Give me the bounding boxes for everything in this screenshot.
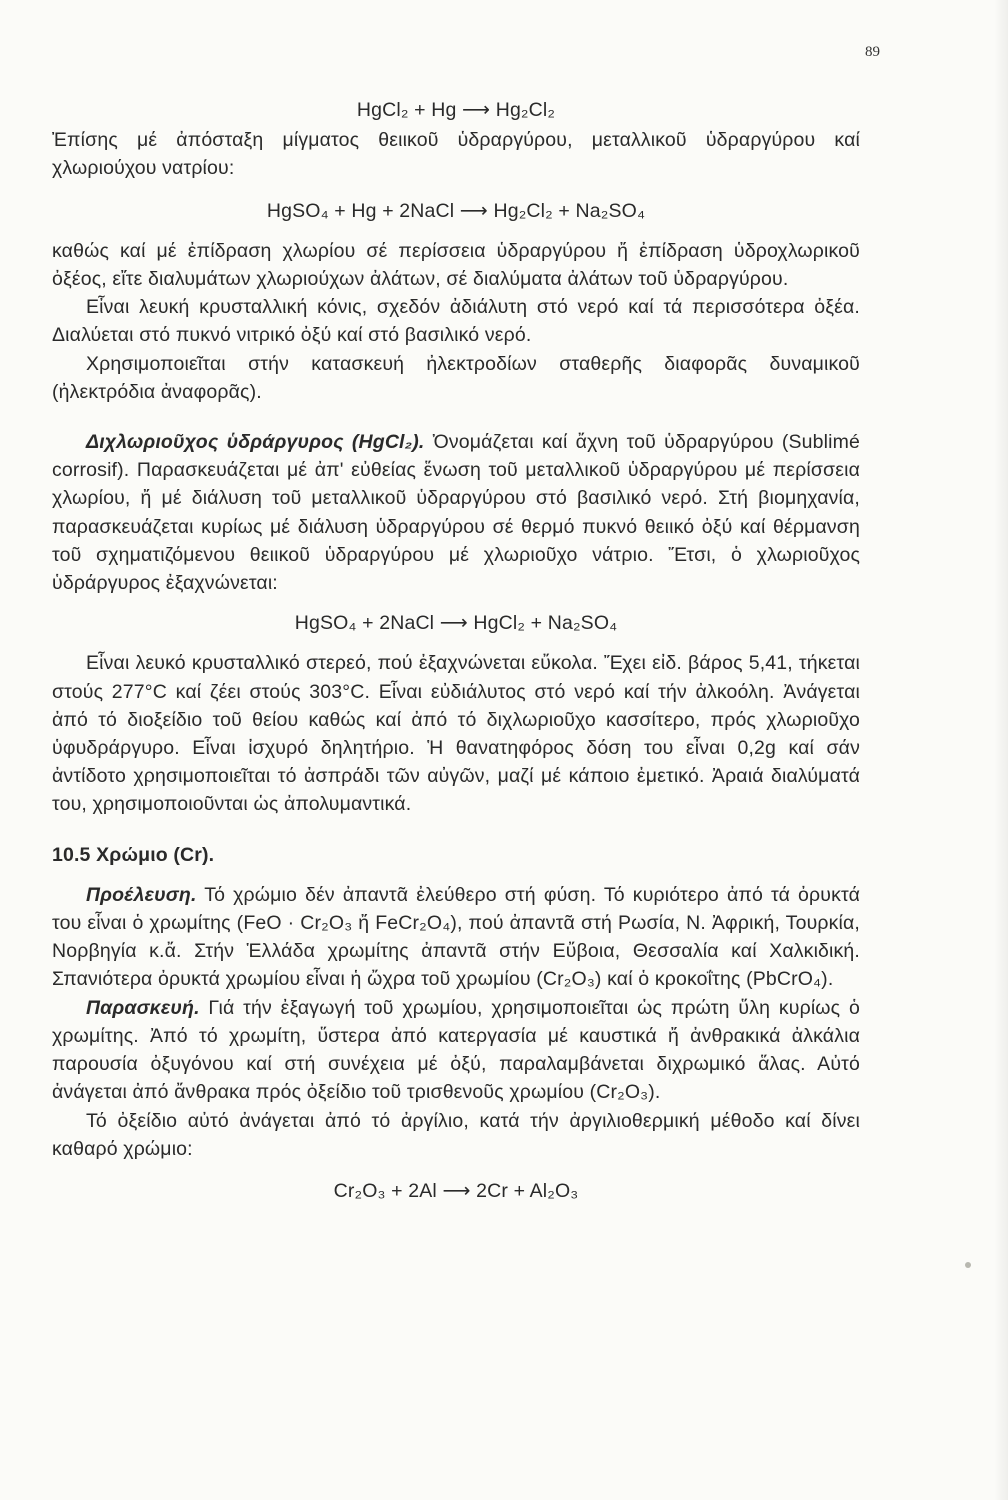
page-edge-shadow	[994, 0, 1008, 1500]
section-heading: 10.5 Χρώμιο (Cr).	[52, 843, 215, 866]
page-number: 89	[865, 44, 880, 60]
paragraph-mercuric-chloride	[52, 428, 860, 597]
term-heading: Παρασκευή.	[86, 996, 200, 1019]
paragraph-6: Εἶναι λευκό κρυσταλλικό στερεό, πού ἐξαχνώνεται εὔκολα. Ἔχει εἰδ. βάρος 5,41, τήκεται στούς 277°C καί ζέει στούς 303°C. Εἶναι εὐδιάλυτος στό νερό καί τήν ἀλκοόλη. Ἀνάγεται ἀπό τό διοξείδιο τοῦ θείου καθώς καί ἀπό τό διχλωριοῦχο κασσίτερο, πρός χλωριοῦχο ὑφυδράργυρο. Εἶναι ἰσχυρό δηλητήριο. Ἡ θανατηφόρος δόση του εἶναι 0,2g καί σάν ἀντίδοτο χρησιμοποιεῖται τό ἀσπράδι τῶν αὐγῶν, μαζί μέ κάποιο ἐμετικό. Ἀραιά διαλύματά του, χρησιμοποιοῦνται ὡς ἀπολυμαντικά.	[52, 652, 860, 816]
paragraph-text: Ὀνομάζεται καί ἄχνη τοῦ ὑδραργύρου (Sublimé corrosif). Παρασκευάζεται μέ ἀπ' εὐθείας ἕνωση τοῦ μεταλλικοῦ ὑδραργύρου μέ περίσσεια χλωρίου, ἤ μέ διάλυση τοῦ μεταλλικοῦ ὑδραργύρου στό βασιλικό νερό. Στή βιομηχανία, παρασκευάζεται κυρίως μέ διάλυση ὑδραργύρου σέ θερμό πυκνό θειικό ὀξύ καί θέρμανση τοῦ σχηματιζόμενου θειικοῦ ὑδραργύρου μέ χλωριοῦχο νάτριο. Ἔτσι, ὁ χλωριοῦχος ὑδράργυρος ἐξαχνώνεται:	[52, 431, 861, 595]
scan-speck	[965, 1262, 971, 1268]
paragraph-text: Τό χρώμιο δέν ἀπαντᾶ ἐλεύθερο στή φύση. Τό κυριότερο ἀπό τά ὀρυκτά του εἶναι ὁ χρωμίτης (FeO · Cr₂O₃ ἤ FeCr₂O₄), πού ἀπαντᾶ στή Ρωσία, Ν. Ἀφρική, Τουρκία, Νορβηγία κ.ἄ. Στήν Ἑλλάδα χρωμίτης ἀπαντᾶ στήν Εὔβοια, Θεσσαλία καί Χαλκιδική. Σπανιότερα ὀρυκτά χρωμίου εἶναι ἡ ὤχρα τοῦ χρωμίου (Cr₂O₃) καί ὁ κροκοΐτης (PbCrO₄).	[52, 883, 860, 991]
paragraph-preparation	[52, 994, 860, 1107]
paragraph-1: Ἐπίσης μέ ἀπόσταξη μίγματος θειικοῦ ὑδραργύρου, μεταλλικοῦ ὑδραργύρου καί χλωριούχου νατρίου:	[52, 129, 860, 180]
paragraph-text: Γιά τήν ἐξαγωγή τοῦ χρωμίου, χρησιμοποιεῖται ὡς πρώτη ὕλη κυρίως ὁ χρωμίτης. Ἀπό τό χρωμίτη, ὕστερα ἀπό κατεργασία μέ καυστικά ἤ ἀνθρακικά ἀλκάλια παρουσία ὀξυγόνου καί στή συνέχεια μέ ὀξύ, παραλαμβάνεται διχρωμικό ἅλας. Αὐτό ἀνάγεται ἀπό ἄνθρακα πρός ὀξείδιο τοῦ τρισθενοῦς χρωμίου (Cr₂O₃).	[52, 996, 860, 1104]
paragraph-9: Τό ὀξείδιο αὐτό ἀνάγεται ἀπό τό ἀργίλιο, κατά τήν ἀργιλιοθερμική μέθοδο καί δίνει καθαρό χρώμιο:	[52, 1109, 860, 1160]
term-heading: Διχλωριοῦχος ὑδράργυρος (HgCl₂).	[86, 431, 425, 454]
spacer	[52, 406, 860, 428]
paragraph-2: καθώς καί μέ ἐπίδραση χλωρίου σέ περίσσεια ὑδραργύρου ἤ ἐπίδραση ὑδροχλωρικοῦ ὀξέος, εἴτε διαλυμάτων χλωριούχων ἀλάτων, σέ διαλύματα ἀλάτων τοῦ ὑδραργύρου.	[52, 239, 860, 291]
paragraph-3: Εἶναι λευκή κρυσταλλική κόνις, σχεδόν ἀδιάλυτη στό νερό καί τά περισσότερα ὀξέα. Διαλύεται στό πυκνό νιτρικό ὀξύ καί στό βασιλικό νερό.	[52, 296, 860, 347]
equation-2: HgSO₄ + Hg + 2NaCl ⟶ Hg₂Cl₂ + Na₂SO₄	[266, 199, 646, 222]
equation-4: Cr₂O₃ + 2Al ⟶ 2Cr + Al₂O₃	[333, 1179, 579, 1202]
page-content	[52, 96, 860, 1205]
equation-1: HgCl₂ + Hg ⟶ Hg₂Cl₂	[356, 99, 556, 121]
term-heading: Προέλευση.	[86, 883, 197, 906]
equation-3: HgSO₄ + 2NaCl ⟶ HgCl₂ + Na₂SO₄	[294, 612, 618, 635]
paragraph-origin	[52, 881, 860, 994]
paragraph-4: Χρησιμοποιεῖται στήν κατασκευή ἠλεκτροδίων σταθερῆς διαφορᾶς δυναμικοῦ (ἠλεκτρόδια ἀναφορᾶς).	[52, 352, 860, 403]
